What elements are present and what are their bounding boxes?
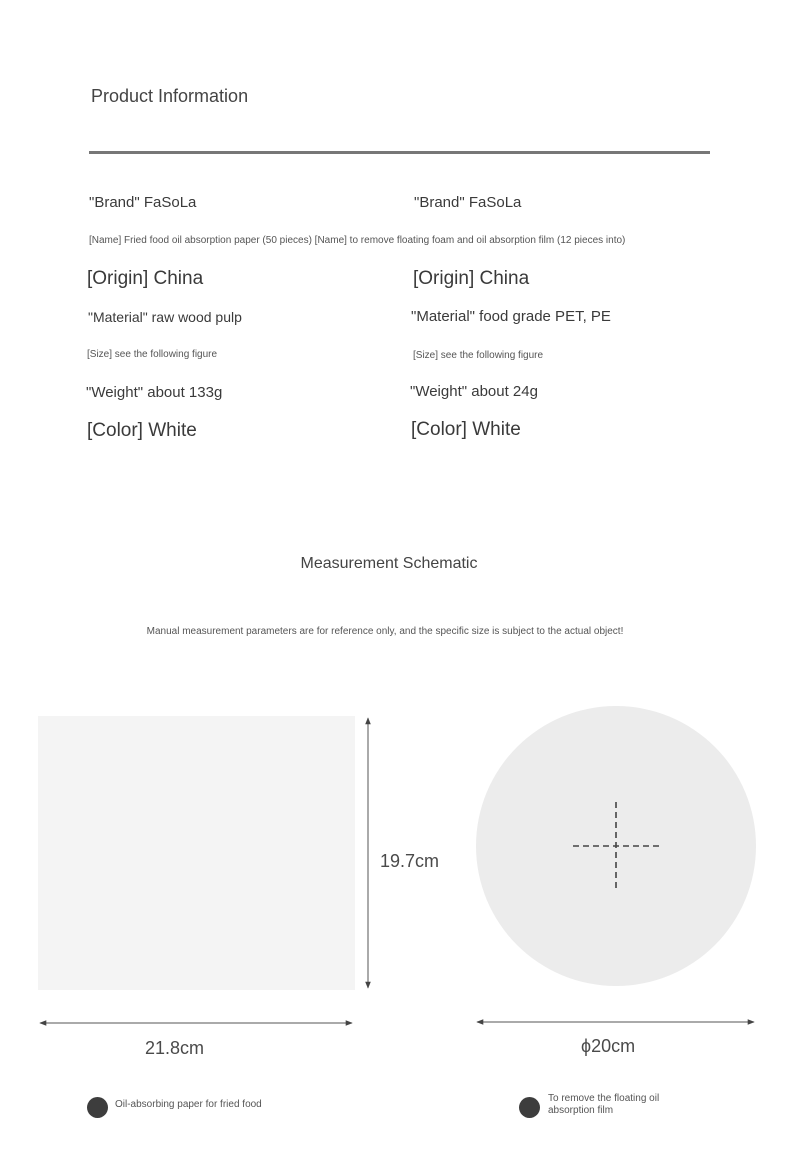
right-color: [Color] White [411,419,521,440]
legend-left-label: Oil-absorbing paper for fried food [115,1099,262,1110]
left-material: "Material" raw wood pulp [88,309,242,325]
legend-right-label-1: To remove the floating oil [548,1093,660,1104]
name-line: [Name] Fried food oil absorption paper (50 pieces) [Name] to remove floating foam and oil absorption film (12 pieces into) [89,235,626,246]
left-origin: [Origin] China [87,268,204,289]
circle-diameter-label: ϕ20cm [581,1036,636,1056]
right-material: "Material" food grade PET, PE [411,308,611,325]
left-color: [Color] White [87,420,197,441]
left-brand: "Brand" FaSoLa [89,194,197,211]
disclaimer-note: Manual measurement parameters are for reference only, and the specific size is subject to the actual object! [146,626,624,637]
right-size: [Size] see the following figure [413,350,544,361]
section-heading: Measurement Schematic [300,555,478,572]
legend-bullet-right [519,1097,540,1118]
left-weight: "Weight" about 133g [86,384,223,401]
legend-bullet-left [87,1097,108,1118]
right-origin: [Origin] China [413,268,530,289]
right-weight: "Weight" about 24g [410,383,538,400]
right-brand: "Brand" FaSoLa [414,194,522,211]
legend-right-label-2: absorption film [548,1105,614,1116]
square-width-label: 21.8cm [145,1038,205,1058]
page-title: Product Information [91,86,249,106]
square-height-label: 19.7cm [380,851,440,871]
left-size: [Size] see the following figure [87,349,218,360]
